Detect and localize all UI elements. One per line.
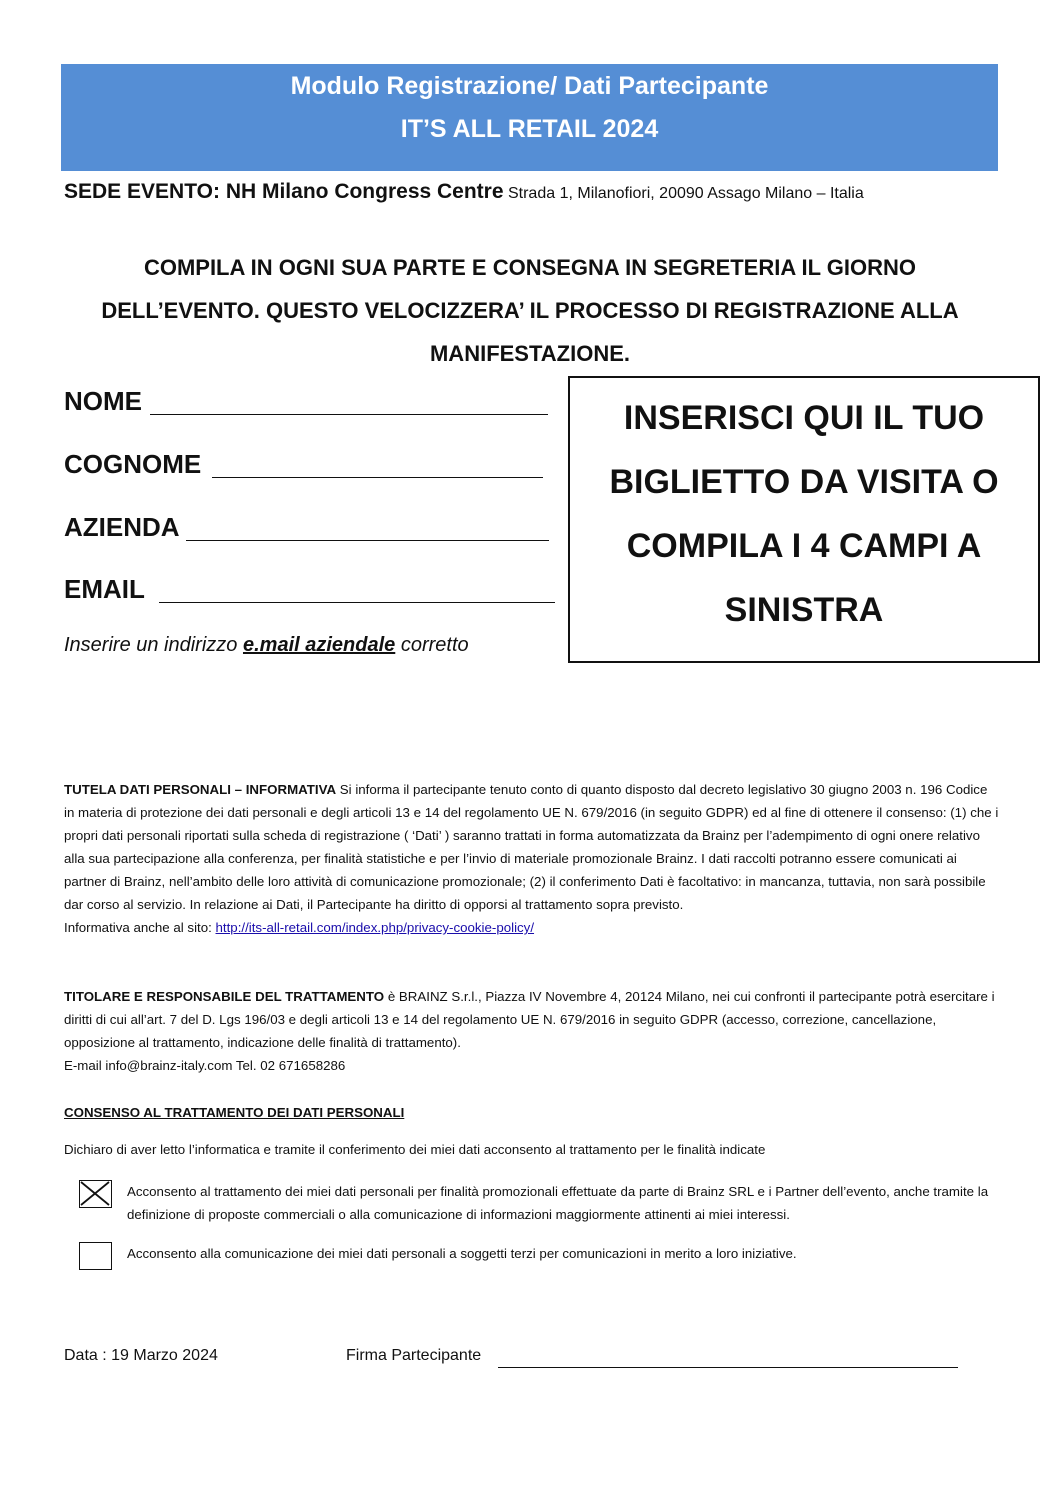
card-box-line: INSERISCI QUI IL TUO — [623, 399, 985, 437]
cognome-label: COGNOME — [64, 449, 202, 479]
cognome-field[interactable] — [212, 477, 543, 478]
consent-third-party-checkbox[interactable] — [79, 1242, 112, 1270]
email-hint-emphasis: e.mail aziendale — [242, 634, 396, 656]
email-hint-after: corretto — [400, 634, 469, 656]
consent-promo-checkbox[interactable] — [79, 1180, 112, 1208]
card-box-line: COMPILA I 4 CAMPI A — [626, 527, 982, 565]
venue-address: Strada 1, Milanofiori, 20090 Assago Milano – Italia — [507, 185, 864, 202]
nome-field[interactable] — [150, 414, 548, 415]
privacy-policy-link[interactable]: http://its-all-retail.com/index.php/privacy-cookie-policy/ — [215, 920, 535, 935]
data-controller — [64, 985, 1000, 1077]
azienda-label: AZIENDA — [64, 512, 180, 542]
instructions-line: DELL’EVENTO. QUESTO VELOCIZZERA’ IL PROCESSO DI REGISTRAZIONE ALLA — [101, 298, 959, 323]
header-banner — [61, 64, 998, 171]
event-title: IT’S ALL RETAIL 2024 — [400, 115, 659, 143]
form-title: Modulo Registrazione/ Dati Partecipante — [290, 72, 769, 100]
consent-heading: CONSENSO AL TRATTAMENTO DEI DATI PERSONALI — [64, 1105, 405, 1120]
controller-contact: E-mail info@brainz-italy.com Tel. 02 671658286 — [64, 1058, 346, 1073]
privacy-heading: TUTELA DATI PERSONALI – INFORMATIVA — [64, 782, 337, 797]
venue-label: SEDE EVENTO: NH Milano Congress Centre — [64, 180, 504, 203]
privacy-notice — [64, 778, 1000, 939]
controller-heading: TITOLARE E RESPONSABILE DEL TRATTAMENTO — [64, 989, 385, 1004]
date-text: Data : 19 Marzo 2024 — [64, 1347, 218, 1364]
privacy-body-2: : (1) che i propri dati personali riportati sulla scheda di registrazione ( ‘Dati’ ) saranno trattati in forma automatizzata da Brainz per l’adempimento di ogni onere relativo alla sua partecipazione alla conferenza, per finalità statistiche e per l’invio di materiale promozionale Brainz. I dati raccolti potranno essere comunicati ai partner di Brainz, nell’ambito delle loro attività di comunicazione promozionale; (2) il conferimento Dati è facoltativo: in mancanza, tuttavia, non sarà possibile dar corso al servizio. In relazione ai Dati, il Partecipante ha diritto di opporsi al trattamento sopra previsto. — [64, 805, 999, 912]
consent-third-party-label: Acconsento alla comunicazione dei miei dati personali a soggetti terzi per comunicazioni in merito a loro iniziative. — [127, 1246, 797, 1261]
email-hint — [64, 634, 469, 657]
consent-declaration: Dichiaro di aver letto l’informatica e tramite il conferimento dei miei dati acconsento al trattamento per le finalità indicate — [64, 1142, 766, 1157]
check-x-icon — [80, 1181, 110, 1206]
email-field[interactable] — [159, 602, 555, 603]
email-label: EMAIL — [64, 574, 145, 604]
email-hint-before: Inserire un indirizzo — [64, 634, 238, 656]
privacy-body: tenuto conto di quanto disposto dal decreto legislativo 30 giugno 2003 n. 196 Codice in materia di protezione dei dati personali e degli articoli 13 e 14 del regolamento UE N. 679/2016 (in seguito GDPR) ed al fine di ottenere il consenso — [64, 782, 988, 820]
azienda-field[interactable] — [186, 540, 549, 541]
consent-promo-label: Acconsento al trattamento dei miei dati personali per finalità promozionali effettuate da parte di Brainz SRL e i Partner dell’evento, anche tramite la definizione di proposte commerciali o alla comunicazione di informazioni maggiormente attinenti ai miei interessi. — [127, 1184, 989, 1222]
venue-line — [64, 180, 864, 204]
instructions-line: MANIFESTAZIONE. — [429, 341, 631, 366]
instructions-line: COMPILA IN OGNI SUA PARTE E CONSEGNA IN SEGRETERIA IL GIORNO — [143, 255, 917, 280]
nome-label: NOME — [64, 386, 142, 416]
card-box-line: BIGLIETTO DA VISITA O — [609, 463, 999, 501]
privacy-site-label: Informativa anche al sito: — [64, 920, 216, 935]
instructions — [70, 246, 990, 375]
card-box-line: SINISTRA — [724, 591, 884, 629]
business-card-box[interactable] — [568, 376, 1040, 663]
controller-body: è BRAINZ S.r.l., Piazza IV Novembre 4, 20124 Milano, nei cui confronti il partecipante potrà esercitare i diritti di cui all’art. 7 del D. Lgs 196/03 e degli articoli 13 e 14 del regolamento UE N. 679/2016 in seguito GDPR (accesso, correzione, cancellazione, opposizione al trattamento, indicazione delle finalità di trattamento). — [64, 989, 995, 1050]
signature-label: Firma Partecipante — [346, 1347, 482, 1364]
signature-field[interactable] — [498, 1367, 958, 1368]
privacy-lead: Si informa il partecipante — [339, 782, 487, 797]
